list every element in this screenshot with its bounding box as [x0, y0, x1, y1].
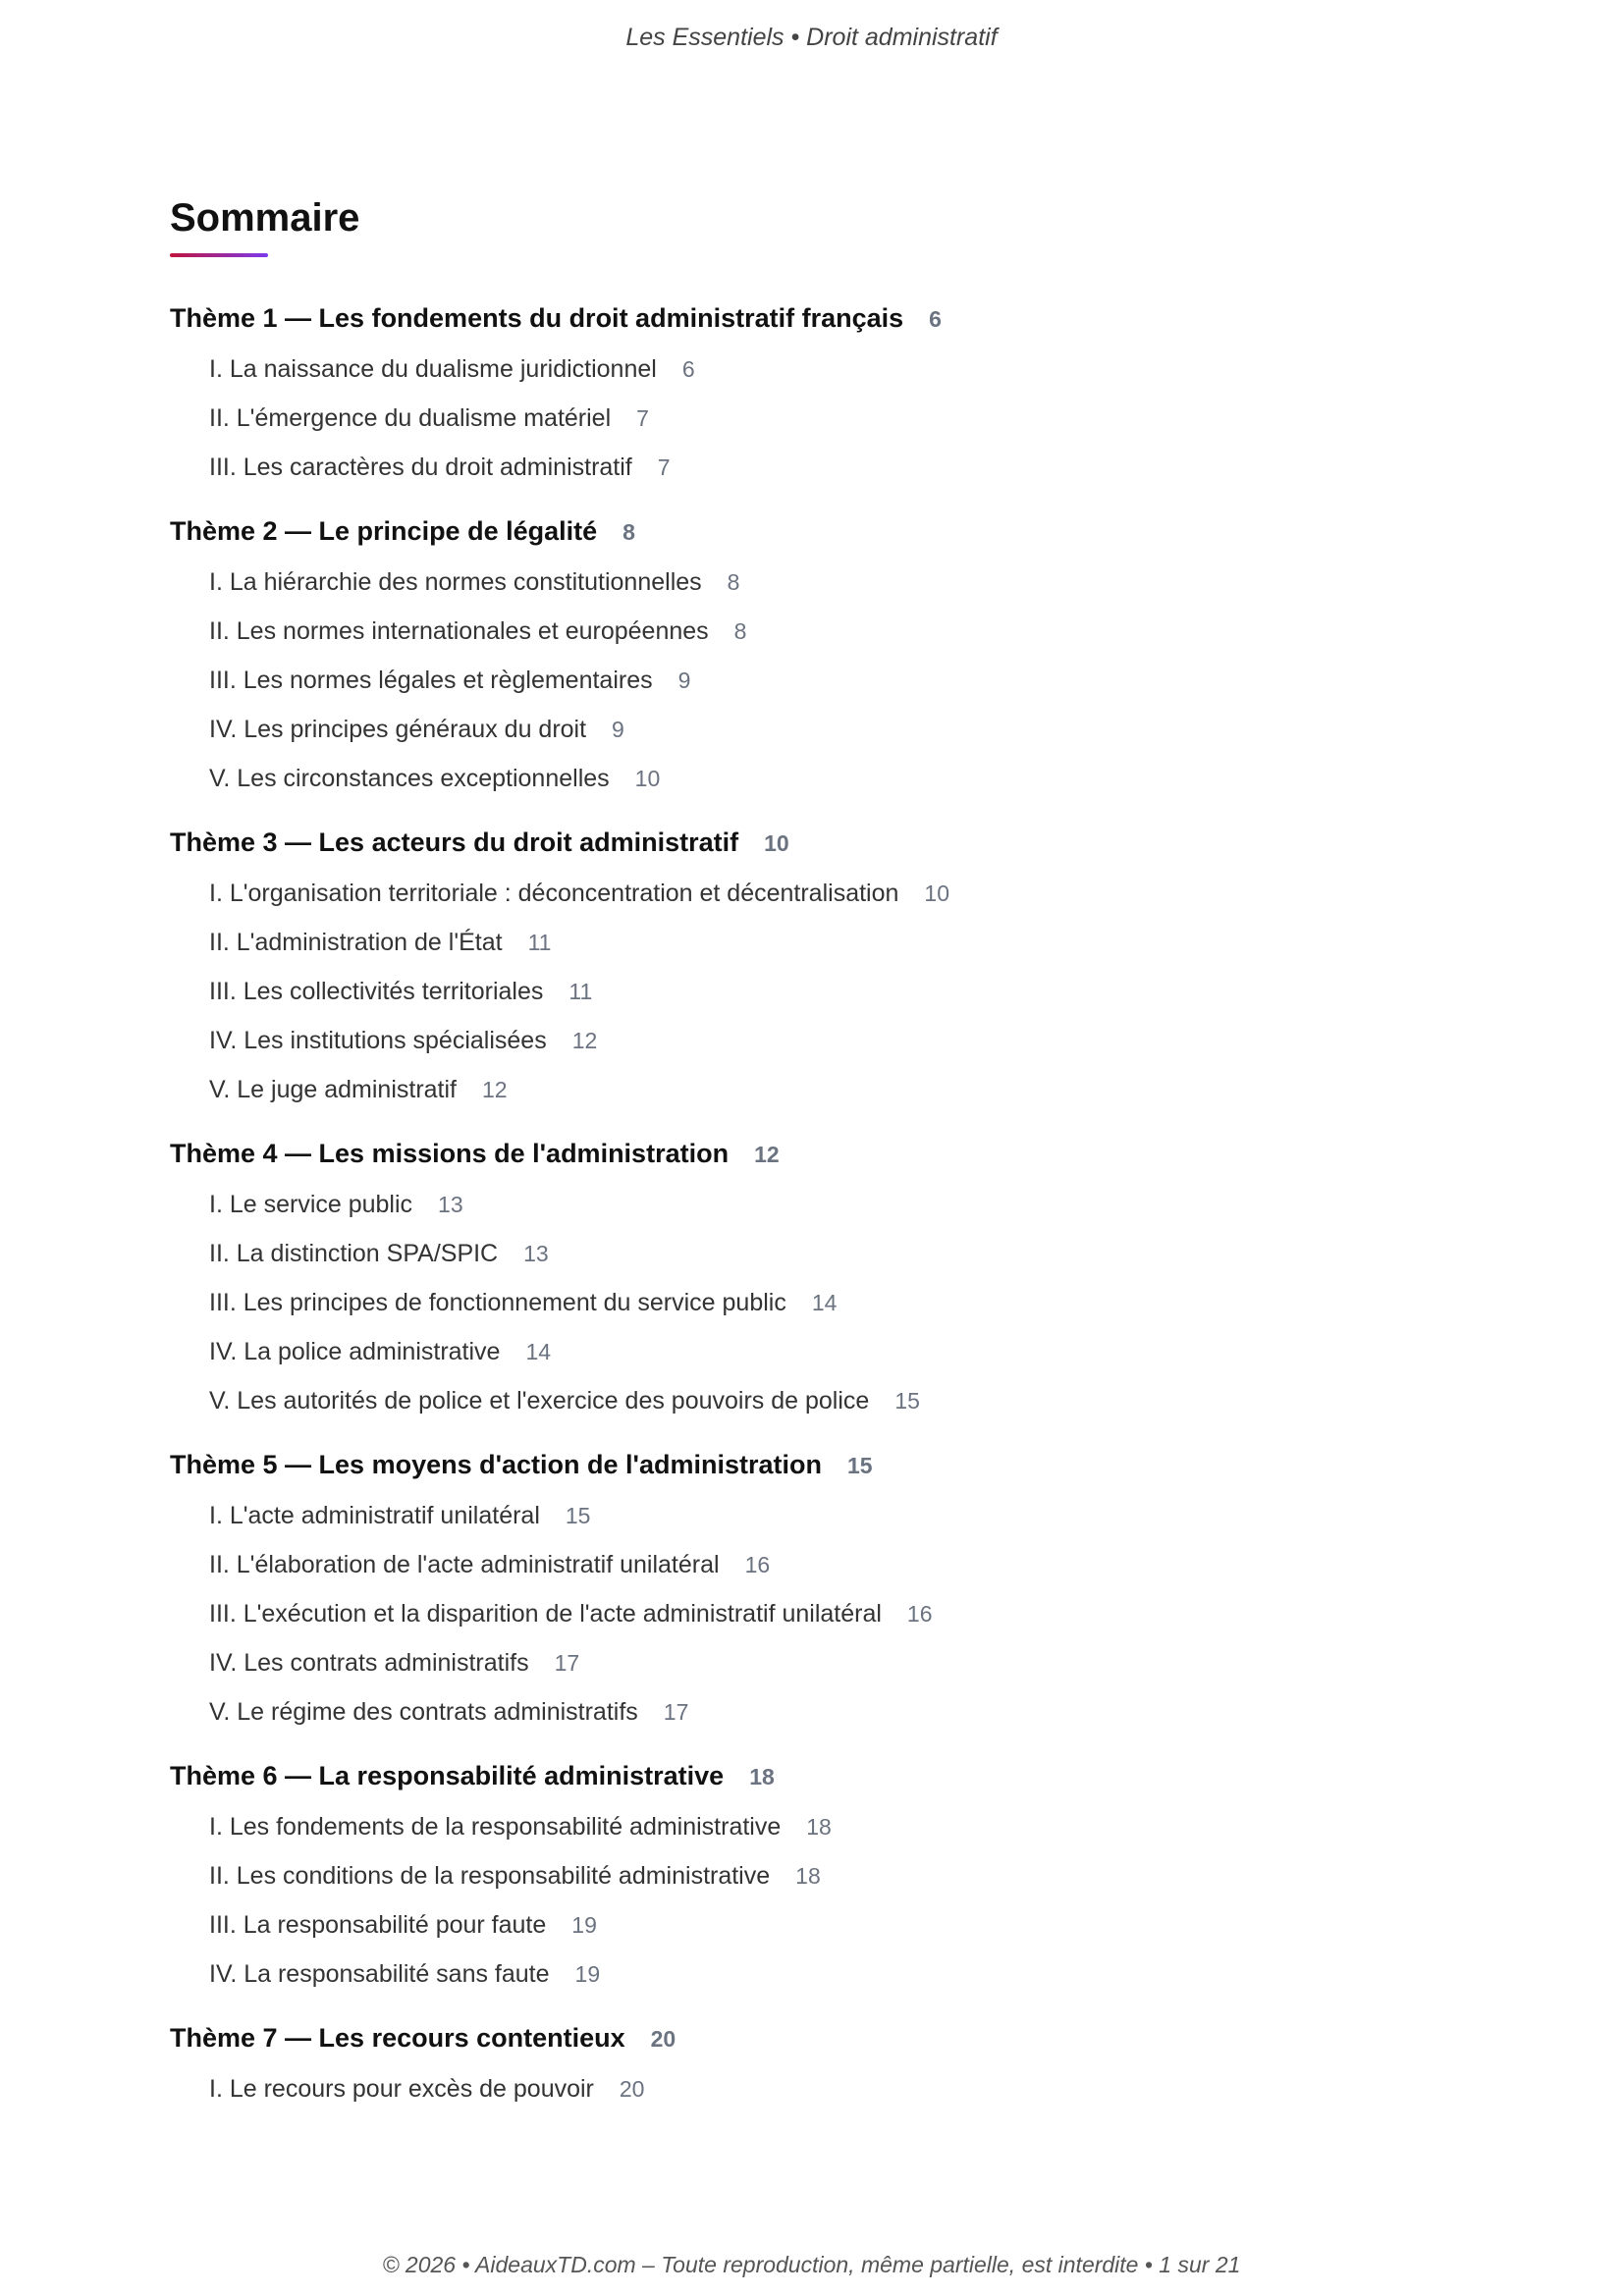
toc-item-list — [170, 558, 1495, 803]
item-title: V. Les circonstances exceptionnelles — [209, 765, 610, 792]
item-title: I. L'acte administratif unilatéral — [209, 1502, 540, 1529]
item-title: I. Les fondements de la responsabilité administrative — [209, 1813, 782, 1841]
toc-item-entry[interactable] — [170, 1949, 1495, 1999]
item-title: IV. Les institutions spécialisées — [209, 1027, 547, 1054]
toc-theme-entry[interactable] — [170, 513, 1495, 550]
toc-item-entry[interactable] — [170, 558, 1495, 607]
item-title: III. Les collectivités territoriales — [209, 978, 544, 1005]
item-title: V. Les autorités de police et l'exercice des pouvoirs de police — [209, 1387, 870, 1415]
item-page-number: 14 — [525, 1339, 552, 1364]
theme-title: Thème 2 — Le principe de légalité — [170, 516, 598, 546]
item-page-number: 19 — [571, 1912, 597, 1938]
item-title: I. Le recours pour excès de pouvoir — [209, 2075, 594, 2103]
theme-page-number: 6 — [929, 306, 942, 332]
item-title: II. L'administration de l'État — [209, 929, 503, 956]
item-title: III. La responsabilité pour faute — [209, 1911, 547, 1939]
theme-page-number: 20 — [650, 2026, 676, 2052]
item-page-number: 9 — [612, 717, 624, 742]
item-page-number: 19 — [574, 1961, 601, 1987]
page-footer: © 2026 • AideauxTD.com – Toute reproduction, même partielle, est interdite • 1 sur 21 — [382, 2252, 1241, 2277]
running-header: Les Essentiels • Droit administratif — [625, 24, 998, 51]
toc-item-entry[interactable] — [170, 1638, 1495, 1687]
item-title: IV. Les principes généraux du droit — [209, 716, 587, 743]
item-title: III. Les caractères du droit administratif — [209, 454, 632, 481]
item-page-number: 18 — [806, 1814, 832, 1840]
item-page-number: 15 — [894, 1388, 920, 1414]
toc-theme — [170, 1136, 1495, 1425]
toc-item-entry[interactable] — [170, 1851, 1495, 1900]
toc-theme-entry[interactable] — [170, 300, 1495, 337]
toc-item-list — [170, 1180, 1495, 1425]
item-page-number: 7 — [657, 454, 671, 480]
toc-item-entry[interactable] — [170, 607, 1495, 656]
theme-page-number: 8 — [622, 519, 635, 545]
item-page-number: 10 — [634, 766, 661, 791]
item-page-number: 13 — [438, 1192, 463, 1217]
toc-item-entry[interactable] — [170, 869, 1495, 918]
theme-title: Thème 5 — Les moyens d'action de l'administration — [170, 1450, 822, 1479]
toc-item-entry[interactable] — [170, 345, 1495, 394]
toc-theme-entry[interactable] — [170, 825, 1495, 861]
toc-item-entry[interactable] — [170, 1540, 1495, 1589]
toc-item-list — [170, 1802, 1495, 1999]
toc-theme — [170, 825, 1495, 1114]
toc-theme — [170, 2020, 1495, 2113]
theme-page-number: 12 — [754, 1142, 780, 1167]
toc-item-entry[interactable] — [170, 754, 1495, 803]
item-title: II. Les normes internationales et européennes — [209, 617, 709, 645]
item-page-number: 12 — [571, 1028, 598, 1053]
item-title: II. L'élaboration de l'acte administratif unilatéral — [209, 1551, 720, 1578]
item-title: I. La naissance du dualisme juridictionnel — [209, 355, 657, 383]
item-title: IV. La responsabilité sans faute — [209, 1960, 550, 1988]
item-title: III. L'exécution et la disparition de l'acte administratif unilatéral — [209, 1600, 882, 1628]
item-page-number: 11 — [568, 979, 593, 1004]
theme-title: Thème 4 — Les missions de l'administration — [170, 1139, 730, 1168]
theme-page-number: 15 — [847, 1453, 873, 1478]
item-page-number: 18 — [795, 1863, 821, 1889]
toc-theme — [170, 1758, 1495, 1999]
item-page-number: 16 — [906, 1601, 933, 1627]
toc-theme-entry[interactable] — [170, 1447, 1495, 1483]
item-page-number: 8 — [733, 618, 747, 644]
toc-item-entry[interactable] — [170, 2064, 1495, 2113]
item-title: II. L'émergence du dualisme matériel — [209, 404, 612, 432]
toc-item-entry[interactable] — [170, 967, 1495, 1016]
item-page-number: 11 — [527, 930, 552, 955]
item-page-number: 12 — [482, 1077, 508, 1102]
item-title: II. La distinction SPA/SPIC — [209, 1240, 499, 1267]
theme-page-number: 18 — [749, 1764, 775, 1789]
toc-theme — [170, 513, 1495, 803]
title-underline — [170, 253, 268, 257]
theme-page-number: 10 — [764, 830, 789, 856]
item-page-number: 17 — [663, 1699, 689, 1725]
toc-item-entry[interactable] — [170, 1229, 1495, 1278]
item-title: V. Le régime des contrats administratifs — [209, 1698, 638, 1726]
theme-list — [170, 300, 1495, 2113]
toc-theme-entry[interactable] — [170, 2020, 1495, 2056]
item-title: V. Le juge administratif — [209, 1076, 458, 1103]
toc-item-entry[interactable] — [170, 1278, 1495, 1327]
toc-item-entry[interactable] — [170, 1327, 1495, 1376]
item-title: I. L'organisation territoriale : déconcentration et décentralisation — [209, 880, 899, 907]
toc-item-entry[interactable] — [170, 443, 1495, 492]
item-page-number: 10 — [924, 881, 949, 906]
item-page-number: 9 — [677, 667, 691, 693]
item-page-number: 6 — [681, 356, 695, 382]
toc-item-entry[interactable] — [170, 1802, 1495, 1851]
theme-title: Thème 6 — La responsabilité administrative — [170, 1761, 725, 1790]
item-page-number: 17 — [554, 1650, 580, 1676]
item-title: III. Les normes légales et règlementaires — [209, 667, 653, 694]
item-title: II. Les conditions de la responsabilité administrative — [209, 1862, 771, 1890]
item-page-number: 20 — [619, 2076, 645, 2102]
theme-title: Thème 1 — Les fondements du droit administratif français — [170, 303, 904, 333]
theme-title: Thème 7 — Les recours contentieux — [170, 2023, 625, 2053]
toc-item-entry[interactable] — [170, 656, 1495, 705]
table-of-contents — [170, 192, 1495, 2113]
toc-item-entry[interactable] — [170, 1491, 1495, 1540]
toc-item-list — [170, 869, 1495, 1114]
toc-item-list — [170, 1491, 1495, 1736]
theme-title: Thème 3 — Les acteurs du droit administratif — [170, 828, 739, 857]
item-page-number: 16 — [744, 1552, 771, 1577]
toc-item-list — [170, 2064, 1495, 2113]
item-page-number: 7 — [636, 405, 649, 431]
toc-theme — [170, 300, 1495, 492]
toc-item-entry[interactable] — [170, 1016, 1495, 1065]
item-title: III. Les principes de fonctionnement du service public — [209, 1289, 786, 1316]
toc-theme-entry[interactable] — [170, 1136, 1495, 1172]
toc-item-entry[interactable] — [170, 1376, 1495, 1425]
item-page-number: 14 — [811, 1290, 838, 1315]
toc-theme-entry[interactable] — [170, 1758, 1495, 1794]
item-title: IV. Les contrats administratifs — [209, 1649, 529, 1677]
item-page-number: 8 — [727, 569, 740, 595]
toc-item-entry[interactable] — [170, 705, 1495, 754]
toc-item-entry[interactable] — [170, 1180, 1495, 1229]
item-page-number: 15 — [565, 1503, 591, 1528]
page-title: Sommaire — [170, 196, 360, 240]
toc-item-entry[interactable] — [170, 1687, 1495, 1736]
toc-item-list — [170, 345, 1495, 492]
toc-theme — [170, 1447, 1495, 1736]
toc-item-entry[interactable] — [170, 1589, 1495, 1638]
toc-item-entry[interactable] — [170, 1900, 1495, 1949]
toc-item-entry[interactable] — [170, 1065, 1495, 1114]
toc-item-entry[interactable] — [170, 918, 1495, 967]
item-page-number: 13 — [523, 1241, 549, 1266]
item-title: I. La hiérarchie des normes constitutionnelles — [209, 568, 702, 596]
item-title: IV. La police administrative — [209, 1338, 501, 1365]
item-title: I. Le service public — [209, 1191, 413, 1218]
toc-item-entry[interactable] — [170, 394, 1495, 443]
